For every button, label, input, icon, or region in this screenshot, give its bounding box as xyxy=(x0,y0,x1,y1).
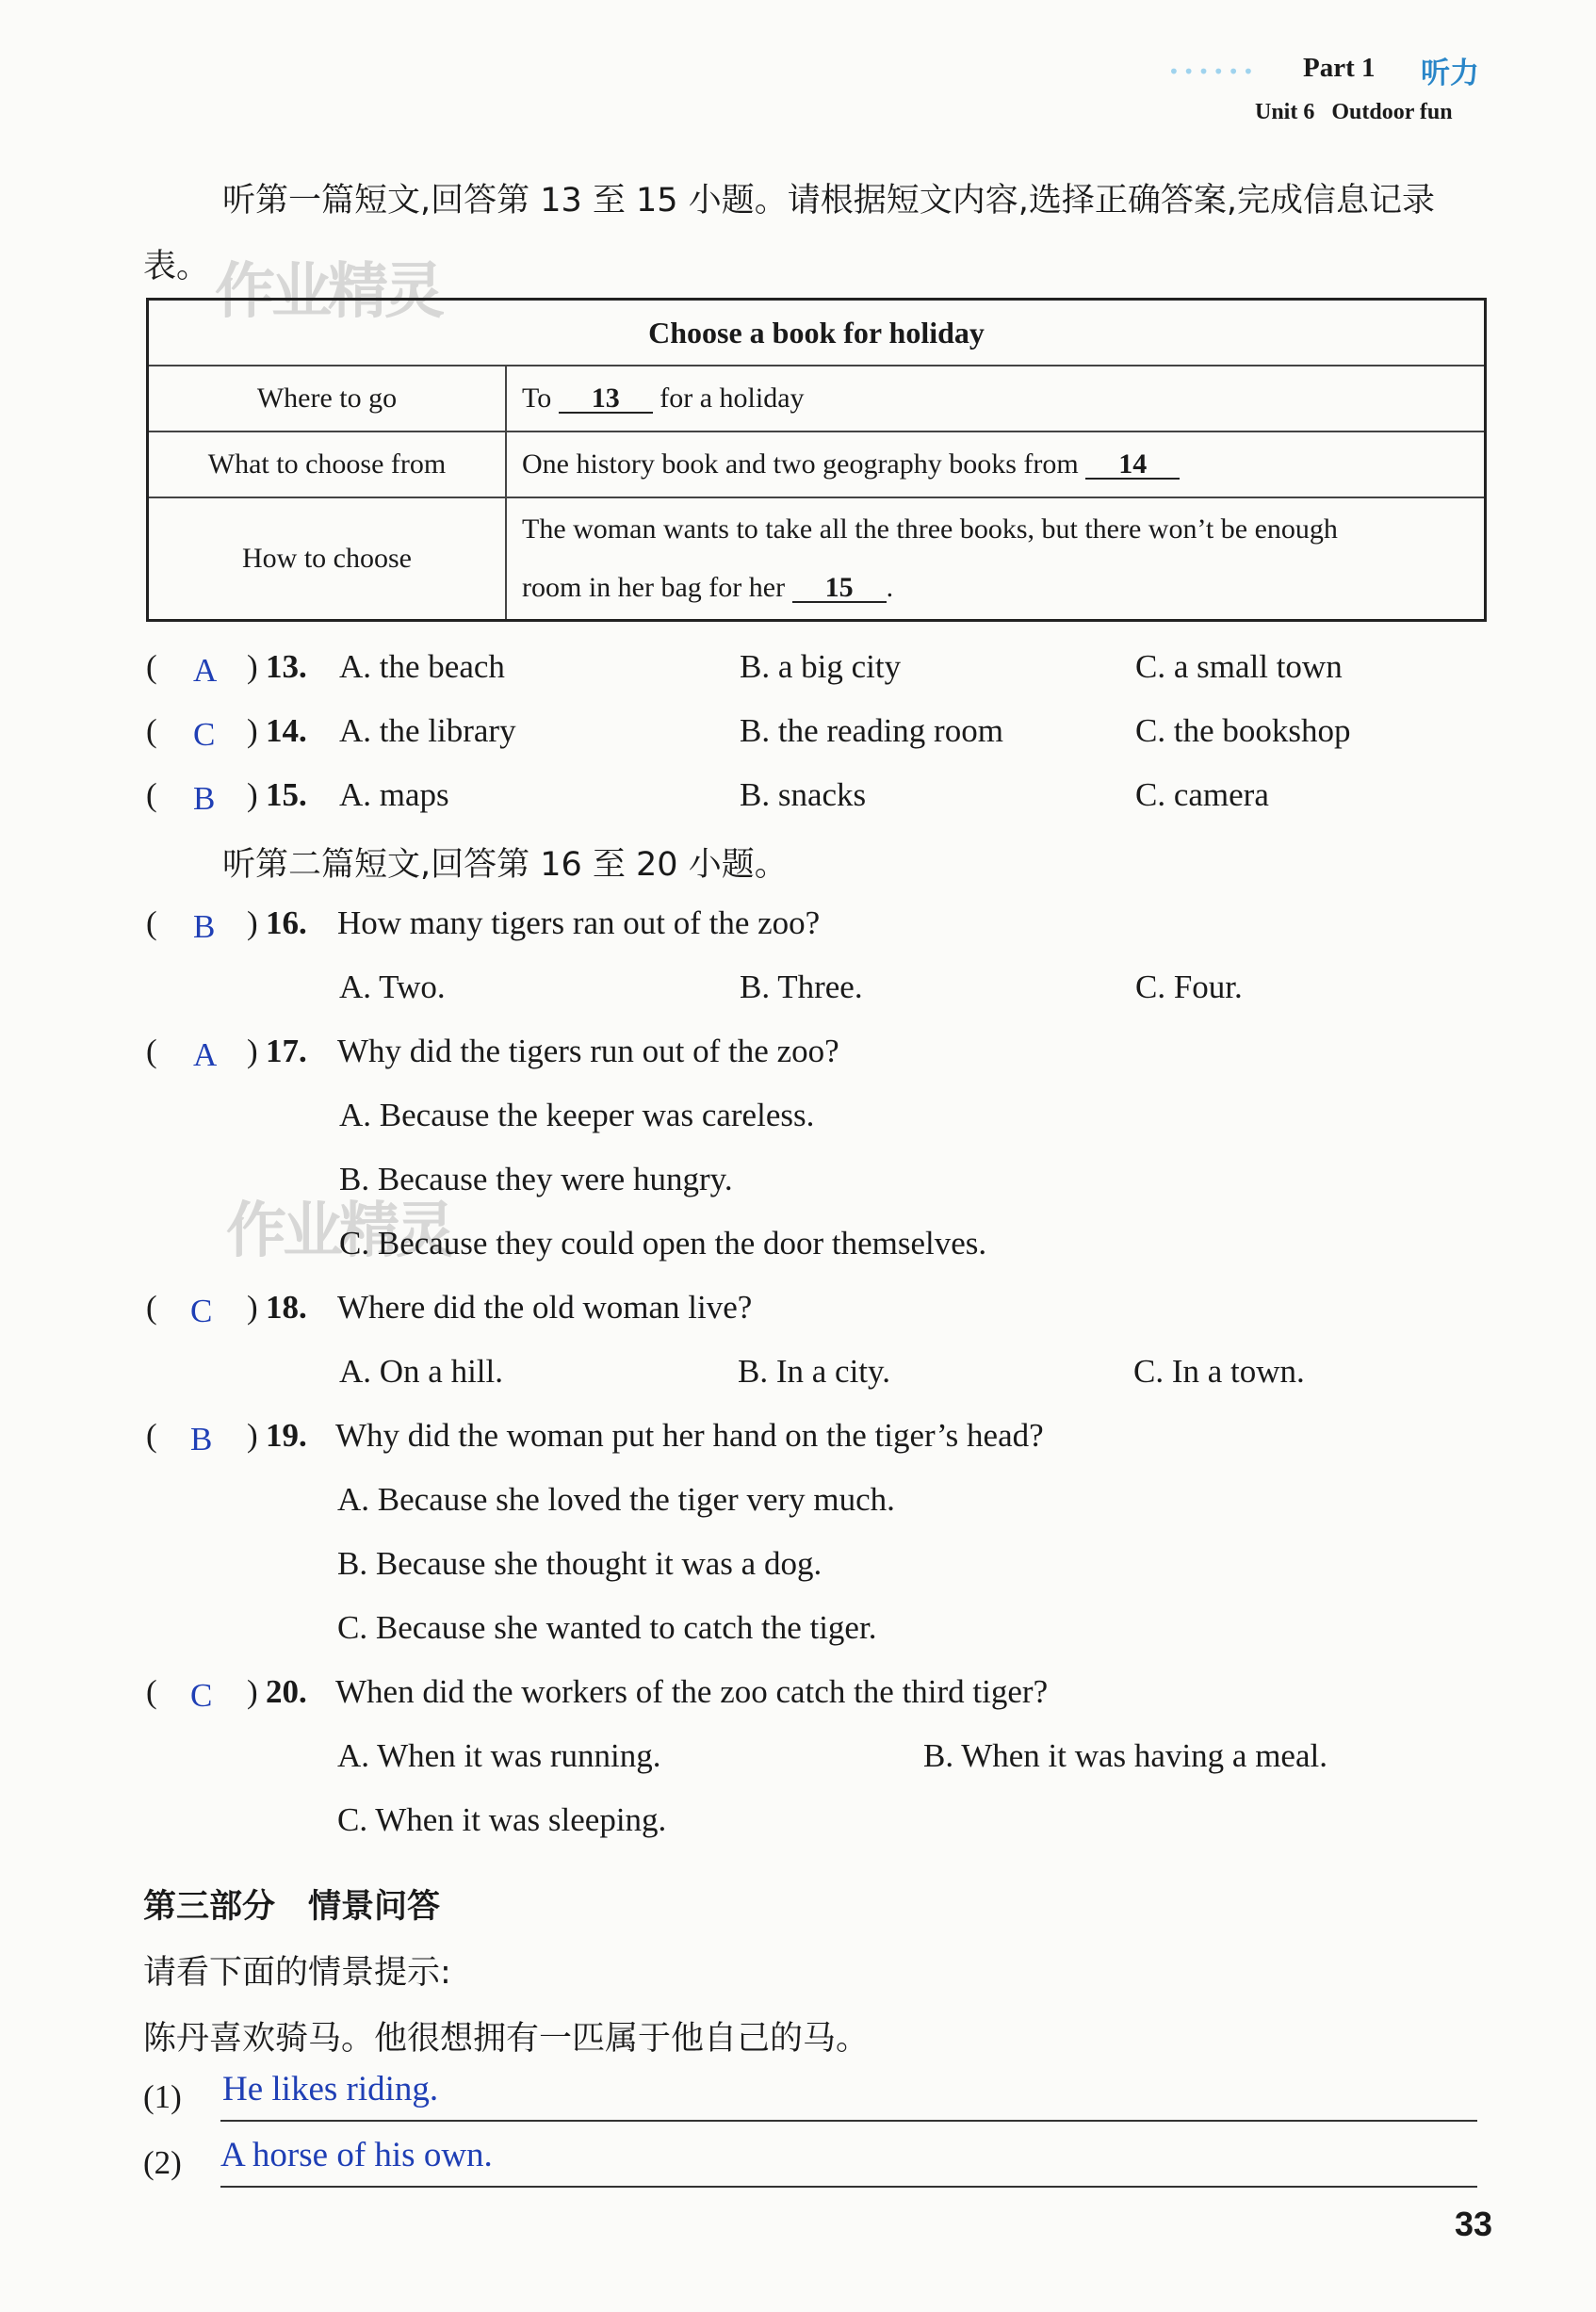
answer: C xyxy=(193,716,216,753)
part3-prompt: 请看下面的情景提示: xyxy=(143,1954,451,1992)
header-unit xyxy=(1255,100,1453,125)
part3-scenario: 陈丹喜欢骑马。他很想拥有一匹属于他自己的马。 xyxy=(143,2020,870,2058)
row-content: One history book and two geography books from 14 xyxy=(506,431,1486,497)
unit-title: Outdoor fun xyxy=(1331,100,1453,124)
header-section: 听力 xyxy=(1421,57,1479,90)
intro-2: 听第二篇短文,回答第 16 至 20 小题。 xyxy=(222,846,788,884)
page-number: 33 xyxy=(1454,2205,1492,2243)
blank-15: 15 xyxy=(792,575,887,603)
header-dots: •••••• xyxy=(1168,60,1258,83)
row-label: Where to go xyxy=(148,366,507,431)
intro-1: 听第一篇短文,回答第 13 至 15 小题。请根据短文内容,选择正确答案,完成信息记录表。 xyxy=(143,182,1435,285)
answer: A xyxy=(193,1036,218,1073)
watermark: 作业精灵 xyxy=(226,1197,452,1266)
blank-13: 13 xyxy=(559,385,653,414)
answer-underline xyxy=(220,2186,1477,2188)
answer: B xyxy=(193,908,216,945)
answer: B xyxy=(193,780,216,817)
row-content: The woman wants to take all the three books, but there won’t be enough room in her bag for her 15 . xyxy=(506,497,1486,621)
info-table xyxy=(146,298,1487,622)
row-label: How to choose xyxy=(148,497,507,621)
answer-underline xyxy=(220,2120,1477,2122)
answer: B xyxy=(190,1421,213,1457)
row-label: What to choose from xyxy=(148,431,507,497)
answer: C xyxy=(190,1293,213,1329)
row-content: To 13 for a holiday xyxy=(506,366,1486,431)
part3-title: 第三部分 情景问答 xyxy=(143,1888,441,1926)
unit-label: Unit 6 xyxy=(1255,100,1315,124)
handwritten-answer: A horse of his own. xyxy=(220,2136,493,2174)
handwritten-answer: He likes riding. xyxy=(222,2070,439,2108)
header-part: Part 1 xyxy=(1303,53,1376,83)
table-title: Choose a book for holiday xyxy=(148,300,1486,366)
blank-14: 14 xyxy=(1085,451,1180,480)
answer: A xyxy=(193,652,218,689)
watermark: 作业精灵 xyxy=(215,257,441,327)
answer: C xyxy=(190,1677,213,1714)
